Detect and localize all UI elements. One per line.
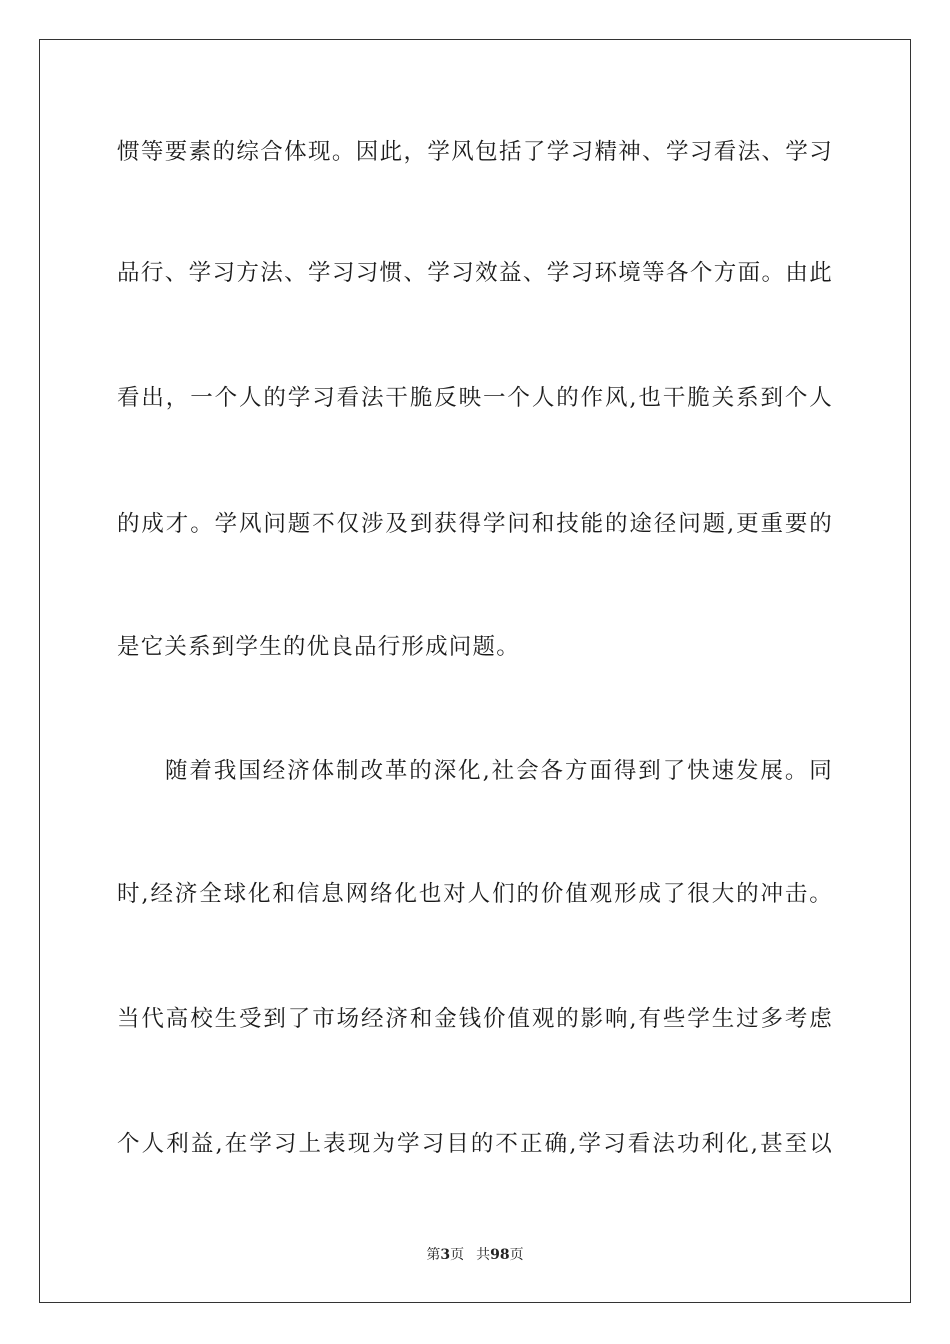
page-suffix: 页 — [450, 1247, 465, 1263]
page-prefix: 第 — [426, 1247, 441, 1263]
body-line-8: 当代高校生受到了市场经济和金钱价值观的影响,有些学生过多考虑 — [117, 1006, 833, 1032]
body-line-3: 看出，一个人的学习看法干脆反映一个人的作风,也干脆关系到个人 — [117, 385, 833, 411]
total-suffix: 页 — [509, 1247, 524, 1263]
body-line-4: 的成才。学风问题不仅涉及到获得学问和技能的途径问题,更重要的 — [117, 511, 833, 537]
body-line-5: 是它关系到学生的优良品行形成问题。 — [117, 634, 520, 660]
body-line-7: 时,经济全球化和信息网络化也对人们的价值观形成了很大的冲击。 — [117, 881, 833, 907]
page-border — [39, 39, 911, 1303]
total-prefix: 共 — [476, 1247, 491, 1263]
body-line-6: 随着我国经济体制改革的深化,社会各方面得到了快速发展。同 — [165, 758, 833, 784]
body-line-1: 惯等要素的综合体现。因此，学风包括了学习精神、学习看法、学习 — [117, 139, 833, 165]
total-pages: 98 — [490, 1247, 510, 1263]
page-footer — [0, 1246, 950, 1264]
body-line-9: 个人利益,在学习上表现为学习目的不正确,学习看法功利化,甚至以 — [117, 1131, 833, 1157]
page-number: 3 — [440, 1247, 451, 1263]
body-line-2: 品行、学习方法、学习习惯、学习效益、学习环境等各个方面。由此 — [117, 260, 833, 286]
